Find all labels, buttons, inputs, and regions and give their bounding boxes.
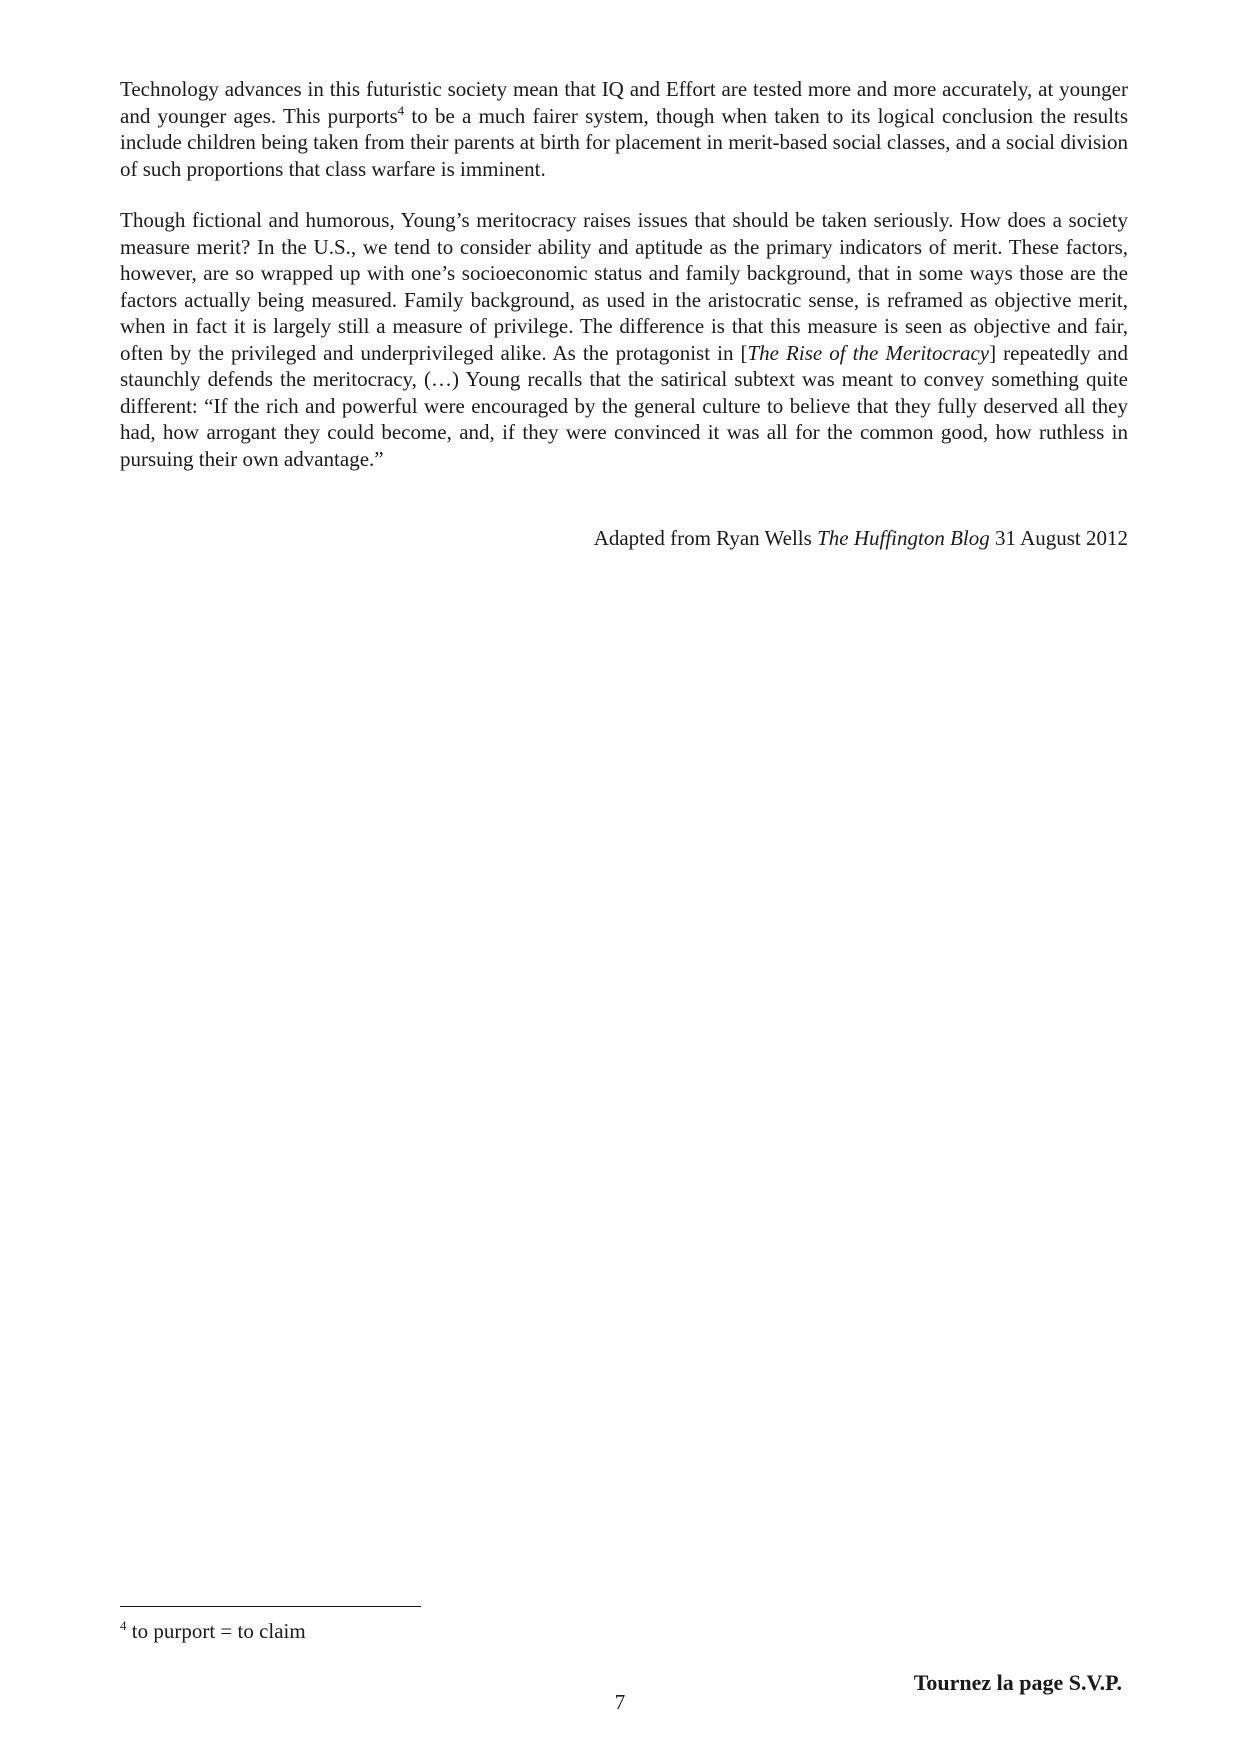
- paragraph-2: [120, 207, 1128, 472]
- turn-page-notice: Tournez la page S.V.P.: [913, 1670, 1122, 1695]
- source-attribution: [594, 525, 1128, 551]
- footnote: [120, 1618, 306, 1644]
- paragraph-1-text-a: Technology advances in this futuristic society mean that IQ and Effort are tested more and more accurately, at younger and younger ages. This purports: [120, 77, 1128, 128]
- paragraph-1-text-b: to be a much fairer system, though when taken to its logical conclusion the results include children being taken from their parents at birth for placement in merit-based social classes, and a social division of such proportions that class warfare is imminent.: [120, 103, 1128, 181]
- attribution-date: 31 August 2012: [989, 526, 1128, 550]
- page-number: 7: [614, 1690, 626, 1714]
- footnote-text: to purport = to claim: [126, 1619, 306, 1643]
- paragraph-1: [120, 76, 1128, 182]
- paragraph-2-text-b: ] repeatedly and staunchly defends the meritocracy, (…) Young recalls that the satirical subtext was meant to convey something quite different: “If the rich and powerful were encouraged by the general culture to believe that they fully deserved all they had, how arrogant they could become, and, if they were convinced it was all for the common good, how ruthless in pursuing their own advantage.”: [120, 340, 1128, 471]
- publication-name: The Huffington Blog: [817, 526, 990, 550]
- footnote-separator: [120, 1606, 421, 1607]
- footnote-number: 4: [120, 1618, 127, 1633]
- footnote-reference: 4: [397, 102, 405, 118]
- paragraph-2-text-a: Though fictional and humorous, Young’s meritocracy raises issues that should be taken seriously. How does a society measure merit? In the U.S., we tend to consider ability and aptitude as the primary indicators of merit. These factors, however, are so wrapped up with one’s socioeconomic status and family background, that in some ways those are the factors actually being measured. Family background, as used in the aristocratic sense, is reframed as objective merit, when in fact it is largely still a measure of privilege. The difference is that this measure is seen as objective and fair, often by the privileged and underprivileged alike. As the protagonist in [: [120, 208, 1128, 365]
- attribution-prefix: Adapted from Ryan Wells: [593, 526, 818, 550]
- book-title: The Rise of the Meritocracy: [747, 340, 990, 365]
